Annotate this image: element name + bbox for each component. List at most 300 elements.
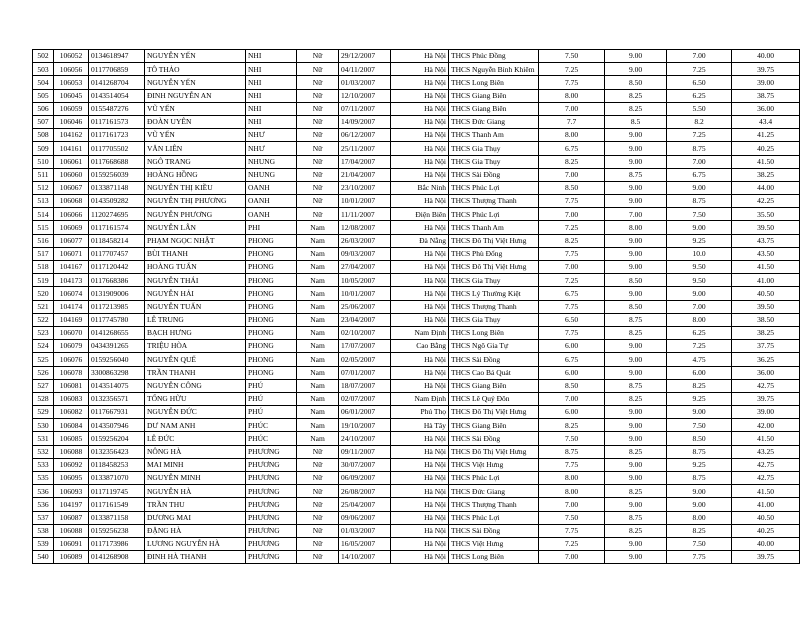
score-3-cell: 7.75 <box>667 551 732 564</box>
exam-number-cell: 106091 <box>54 537 89 550</box>
score-3-cell: 8.75 <box>667 195 732 208</box>
score-1-cell: 7.75 <box>539 326 605 339</box>
school-cell: THCS Phúc Lợi <box>449 472 539 485</box>
exam-number-cell: 106078 <box>54 366 89 379</box>
date-of-birth-cell: 09/06/2007 <box>339 511 391 524</box>
score-1-cell: 7.50 <box>539 432 605 445</box>
student-id-cell: 0117173986 <box>89 537 145 550</box>
exam-number-cell: 104173 <box>54 274 89 287</box>
score-3-cell: 4.75 <box>667 353 732 366</box>
total-score-cell: 36.00 <box>732 102 800 115</box>
gender-cell: Nam <box>297 406 339 419</box>
score-2-cell: 8.25 <box>605 445 667 458</box>
table-row <box>33 287 800 300</box>
gender-cell: Nam <box>297 379 339 392</box>
school-cell: THCS Phúc Lợi <box>449 181 539 194</box>
date-of-birth-cell: 27/04/2007 <box>339 261 391 274</box>
table-row <box>33 379 800 392</box>
exam-number-cell: 106045 <box>54 89 89 102</box>
row-number-cell: 529 <box>33 406 54 419</box>
total-score-cell: 39.50 <box>732 221 800 234</box>
score-3-cell: 7.25 <box>667 63 732 76</box>
birthplace-cell: Hà Nội <box>391 129 449 142</box>
score-3-cell: 9.00 <box>667 221 732 234</box>
row-number-cell: 522 <box>33 313 54 326</box>
score-1-cell: 8.00 <box>539 472 605 485</box>
family-middle-name-cell: NGUYỄN CÔNG <box>145 379 246 392</box>
student-id-cell: 0131909006 <box>89 287 145 300</box>
date-of-birth-cell: 16/05/2007 <box>339 537 391 550</box>
exam-number-cell: 106059 <box>54 102 89 115</box>
gender-cell: Nữ <box>297 537 339 550</box>
table-row <box>33 419 800 432</box>
school-cell: THCS Gia Thụy <box>449 155 539 168</box>
score-3-cell: 7.00 <box>667 155 732 168</box>
student-id-cell: 0132356571 <box>89 392 145 405</box>
exam-number-cell: 106066 <box>54 208 89 221</box>
school-cell: THCS Lý Thường Kiệt <box>449 287 539 300</box>
school-cell: THCS Giang Biên <box>449 89 539 102</box>
school-cell: THCS Thượng Thanh <box>449 498 539 511</box>
total-score-cell: 42.75 <box>732 458 800 471</box>
family-middle-name-cell: NGUYỄN ĐỨC <box>145 406 246 419</box>
birthplace-cell: Hà Nội <box>391 155 449 168</box>
student-id-cell: 0159256204 <box>89 432 145 445</box>
student-id-cell: 0117707457 <box>89 247 145 260</box>
row-number-cell: 502 <box>33 50 54 63</box>
score-1-cell: 7.25 <box>539 274 605 287</box>
total-score-cell: 44.00 <box>732 181 800 194</box>
score-1-cell: 7.00 <box>539 498 605 511</box>
gender-cell: Nam <box>297 247 339 260</box>
given-name-cell: PHƯƠNG <box>246 537 297 550</box>
date-of-birth-cell: 14/10/2007 <box>339 551 391 564</box>
score-2-cell: 9.00 <box>605 181 667 194</box>
table-row <box>33 247 800 260</box>
exam-number-cell: 106082 <box>54 406 89 419</box>
score-3-cell: 8.2 <box>667 115 732 128</box>
exam-number-cell: 106052 <box>54 50 89 63</box>
table-row <box>33 485 800 498</box>
birthplace-cell: Hà Nội <box>391 115 449 128</box>
exam-number-cell: 106061 <box>54 155 89 168</box>
exam-number-cell: 104174 <box>54 300 89 313</box>
school-cell: THCS Phúc Lợi <box>449 511 539 524</box>
birthplace-cell: Hà Nội <box>391 142 449 155</box>
table-row <box>33 472 800 485</box>
score-3-cell: 6.50 <box>667 76 732 89</box>
student-id-cell: 0118458253 <box>89 458 145 471</box>
row-number-cell: 535 <box>33 472 54 485</box>
birthplace-cell: Cao Bằng <box>391 340 449 353</box>
score-2-cell: 9.00 <box>605 261 667 274</box>
birthplace-cell: Hà Nội <box>391 498 449 511</box>
date-of-birth-cell: 25/11/2007 <box>339 142 391 155</box>
total-score-cell: 40.25 <box>732 524 800 537</box>
score-3-cell: 10.0 <box>667 247 732 260</box>
birthplace-cell: Hà Nội <box>391 458 449 471</box>
score-1-cell: 6.00 <box>539 366 605 379</box>
given-name-cell: NHUNG <box>246 168 297 181</box>
gender-cell: Nữ <box>297 208 339 221</box>
gender-cell: Nam <box>297 432 339 445</box>
total-score-cell: 41.00 <box>732 498 800 511</box>
total-score-cell: 35.50 <box>732 208 800 221</box>
date-of-birth-cell: 06/01/2007 <box>339 406 391 419</box>
exam-number-cell: 106074 <box>54 287 89 300</box>
score-2-cell: 8.75 <box>605 379 667 392</box>
score-1-cell: 6.75 <box>539 353 605 366</box>
row-number-cell: 528 <box>33 392 54 405</box>
table-row <box>33 181 800 194</box>
birthplace-cell: Hà Nội <box>391 221 449 234</box>
table-row <box>33 115 800 128</box>
student-id-cell: 0134618947 <box>89 50 145 63</box>
total-score-cell: 41.50 <box>732 485 800 498</box>
score-3-cell: 6.25 <box>667 326 732 339</box>
date-of-birth-cell: 06/09/2007 <box>339 472 391 485</box>
score-2-cell: 9.00 <box>605 366 667 379</box>
family-middle-name-cell: NGUYỄN THỊ KIỀU <box>145 181 246 194</box>
row-number-cell: 516 <box>33 234 54 247</box>
row-number-cell: 527 <box>33 379 54 392</box>
total-score-cell: 41.25 <box>732 129 800 142</box>
family-middle-name-cell: VĂN LIÊN <box>145 142 246 155</box>
student-id-cell: 0434391265 <box>89 340 145 353</box>
school-cell: THCS Thanh Am <box>449 221 539 234</box>
table-row <box>33 353 800 366</box>
family-middle-name-cell: NGUYỄN THỊ PHƯƠNG <box>145 195 246 208</box>
table-row <box>33 142 800 155</box>
date-of-birth-cell: 09/11/2007 <box>339 445 391 458</box>
family-middle-name-cell: TỐNG HỮU <box>145 392 246 405</box>
school-cell: THCS Đô Thị Việt Hưng <box>449 261 539 274</box>
gender-cell: Nam <box>297 419 339 432</box>
family-middle-name-cell: LÊ ĐỨC <box>145 432 246 445</box>
student-id-cell: 0117161574 <box>89 221 145 234</box>
school-cell: THCS Thượng Thanh <box>449 195 539 208</box>
score-3-cell: 7.25 <box>667 340 732 353</box>
score-1-cell: 7.25 <box>539 63 605 76</box>
total-score-cell: 39.00 <box>732 76 800 89</box>
date-of-birth-cell: 26/03/2007 <box>339 234 391 247</box>
student-id-cell: 0118458214 <box>89 234 145 247</box>
family-middle-name-cell: NGUYỄN THÁI <box>145 274 246 287</box>
given-name-cell: PHƯƠNG <box>246 511 297 524</box>
row-number-cell: 505 <box>33 89 54 102</box>
given-name-cell: NHI <box>246 115 297 128</box>
gender-cell: Nữ <box>297 50 339 63</box>
score-2-cell: 9.00 <box>605 63 667 76</box>
exam-number-cell: 106089 <box>54 551 89 564</box>
school-cell: THCS Long Biên <box>449 551 539 564</box>
gender-cell: Nam <box>297 313 339 326</box>
student-id-cell: 0159256040 <box>89 353 145 366</box>
school-cell: THCS Ngô Gia Tự <box>449 340 539 353</box>
score-3-cell: 7.50 <box>667 208 732 221</box>
score-2-cell: 8.50 <box>605 300 667 313</box>
gender-cell: Nữ <box>297 511 339 524</box>
school-cell: THCS Long Biên <box>449 76 539 89</box>
row-number-cell: 530 <box>33 419 54 432</box>
score-3-cell: 9.25 <box>667 458 732 471</box>
exam-number-cell: 106076 <box>54 353 89 366</box>
given-name-cell: NHI <box>246 50 297 63</box>
date-of-birth-cell: 01/03/2007 <box>339 76 391 89</box>
family-middle-name-cell: ĐẶNG HÀ <box>145 524 246 537</box>
table-row <box>33 458 800 471</box>
given-name-cell: NHI <box>246 102 297 115</box>
score-1-cell: 8.00 <box>539 89 605 102</box>
date-of-birth-cell: 07/01/2007 <box>339 366 391 379</box>
school-cell: THCS Phúc Đồng <box>449 50 539 63</box>
date-of-birth-cell: 25/06/2007 <box>339 300 391 313</box>
student-id-cell: 0117706859 <box>89 63 145 76</box>
date-of-birth-cell: 17/04/2007 <box>339 155 391 168</box>
family-middle-name-cell: PHẠM NGỌC NHẬT <box>145 234 246 247</box>
given-name-cell: NHUNG <box>246 155 297 168</box>
given-name-cell: OANH <box>246 181 297 194</box>
exam-number-cell: 106083 <box>54 392 89 405</box>
exam-number-cell: 106095 <box>54 472 89 485</box>
given-name-cell: PHONG <box>246 326 297 339</box>
given-name-cell: NHI <box>246 76 297 89</box>
total-score-cell: 40.00 <box>732 537 800 550</box>
birthplace-cell: Hà Nội <box>391 274 449 287</box>
birthplace-cell: Hà Nội <box>391 379 449 392</box>
family-middle-name-cell: NGUYỄN HẢI <box>145 287 246 300</box>
score-3-cell: 9.00 <box>667 485 732 498</box>
table-row <box>33 221 800 234</box>
student-id-cell: 0117119745 <box>89 485 145 498</box>
score-1-cell: 8.00 <box>539 129 605 142</box>
birthplace-cell: Nam Định <box>391 392 449 405</box>
row-number-cell: 508 <box>33 129 54 142</box>
score-2-cell: 9.00 <box>605 472 667 485</box>
family-middle-name-cell: ĐINH NGUYỄN AN <box>145 89 246 102</box>
score-2-cell: 9.00 <box>605 419 667 432</box>
school-cell: THCS Phù Đổng <box>449 247 539 260</box>
family-middle-name-cell: TÔ THẢO <box>145 63 246 76</box>
school-cell: THCS Long Biên <box>449 326 539 339</box>
table-row <box>33 274 800 287</box>
score-1-cell: 8.00 <box>539 485 605 498</box>
score-2-cell: 9.00 <box>605 432 667 445</box>
exam-number-cell: 106092 <box>54 458 89 471</box>
gender-cell: Nữ <box>297 458 339 471</box>
exam-number-cell: 106088 <box>54 445 89 458</box>
total-score-cell: 42.00 <box>732 419 800 432</box>
gender-cell: Nam <box>297 221 339 234</box>
score-2-cell: 8.75 <box>605 511 667 524</box>
birthplace-cell: Nam Định <box>391 326 449 339</box>
score-3-cell: 9.50 <box>667 274 732 287</box>
total-score-cell: 42.75 <box>732 379 800 392</box>
gender-cell: Nam <box>297 300 339 313</box>
school-cell: THCS Phúc Lợi <box>449 208 539 221</box>
total-score-cell: 43.4 <box>732 115 800 128</box>
score-2-cell: 9.00 <box>605 155 667 168</box>
family-middle-name-cell: NGUYỄN YẾN <box>145 76 246 89</box>
given-name-cell: PHƯƠNG <box>246 551 297 564</box>
given-name-cell: PHONG <box>246 287 297 300</box>
given-name-cell: OANH <box>246 195 297 208</box>
row-number-cell: 518 <box>33 261 54 274</box>
score-1-cell: 7.25 <box>539 221 605 234</box>
table-row <box>33 498 800 511</box>
table-row <box>33 326 800 339</box>
score-3-cell: 6.25 <box>667 89 732 102</box>
score-3-cell: 9.25 <box>667 234 732 247</box>
family-middle-name-cell: DƯ NAM ANH <box>145 419 246 432</box>
date-of-birth-cell: 24/10/2007 <box>339 432 391 445</box>
gender-cell: Nữ <box>297 63 339 76</box>
given-name-cell: PHÚ <box>246 392 297 405</box>
row-number-cell: 525 <box>33 353 54 366</box>
gender-cell: Nam <box>297 326 339 339</box>
total-score-cell: 41.50 <box>732 261 800 274</box>
row-number-cell: 536 <box>33 498 54 511</box>
school-cell: THCS Việt Hưng <box>449 537 539 550</box>
given-name-cell: PHONG <box>246 313 297 326</box>
score-2-cell: 8.25 <box>605 524 667 537</box>
table-row <box>33 102 800 115</box>
score-2-cell: 8.5 <box>605 115 667 128</box>
family-middle-name-cell: BÙI THANH <box>145 247 246 260</box>
exam-number-cell: 106068 <box>54 195 89 208</box>
exam-number-cell: 104162 <box>54 129 89 142</box>
row-number-cell: 512 <box>33 181 54 194</box>
student-id-cell: 0117668386 <box>89 274 145 287</box>
family-middle-name-cell: HOÀNG HỒNG <box>145 168 246 181</box>
total-score-cell: 42.75 <box>732 472 800 485</box>
gender-cell: Nam <box>297 353 339 366</box>
school-cell: THCS Giang Biên <box>449 102 539 115</box>
birthplace-cell: Hà Nội <box>391 366 449 379</box>
row-number-cell: 511 <box>33 168 54 181</box>
table-row <box>33 537 800 550</box>
score-3-cell: 8.25 <box>667 379 732 392</box>
score-2-cell: 9.00 <box>605 234 667 247</box>
total-score-cell: 39.75 <box>732 63 800 76</box>
exam-number-cell: 106060 <box>54 168 89 181</box>
student-id-cell: 0141268655 <box>89 326 145 339</box>
table-row <box>33 313 800 326</box>
student-id-cell: 0159256039 <box>89 168 145 181</box>
score-1-cell: 6.50 <box>539 313 605 326</box>
exam-number-cell: 106087 <box>54 511 89 524</box>
gender-cell: Nam <box>297 234 339 247</box>
student-id-cell: 1120274695 <box>89 208 145 221</box>
gender-cell: Nữ <box>297 472 339 485</box>
given-name-cell: PHƯƠNG <box>246 458 297 471</box>
total-score-cell: 36.25 <box>732 353 800 366</box>
score-1-cell: 7.00 <box>539 168 605 181</box>
given-name-cell: NHI <box>246 89 297 102</box>
given-name-cell: PHÚ <box>246 406 297 419</box>
family-middle-name-cell: LÊ TRUNG <box>145 313 246 326</box>
gender-cell: Nữ <box>297 89 339 102</box>
row-number-cell: 510 <box>33 155 54 168</box>
score-3-cell: 8.25 <box>667 524 732 537</box>
family-middle-name-cell: NGÔ TRANG <box>145 155 246 168</box>
exam-number-cell: 106077 <box>54 234 89 247</box>
results-table-body <box>33 50 800 564</box>
row-number-cell: 506 <box>33 102 54 115</box>
student-id-cell: 0143507946 <box>89 419 145 432</box>
total-score-cell: 43.25 <box>732 445 800 458</box>
given-name-cell: PHƯƠNG <box>246 498 297 511</box>
score-3-cell: 7.50 <box>667 537 732 550</box>
date-of-birth-cell: 18/07/2007 <box>339 379 391 392</box>
score-3-cell: 8.75 <box>667 142 732 155</box>
student-id-cell: 0133871158 <box>89 511 145 524</box>
date-of-birth-cell: 10/05/2007 <box>339 274 391 287</box>
school-cell: THCS Sài Đồng <box>449 524 539 537</box>
score-1-cell: 7.50 <box>539 511 605 524</box>
table-row <box>33 63 800 76</box>
score-2-cell: 8.25 <box>605 392 667 405</box>
table-row <box>33 511 800 524</box>
score-3-cell: 8.75 <box>667 472 732 485</box>
date-of-birth-cell: 30/07/2007 <box>339 458 391 471</box>
birthplace-cell: Hà Nội <box>391 76 449 89</box>
student-id-cell: 0117161723 <box>89 129 145 142</box>
birthplace-cell: Hà Nội <box>391 300 449 313</box>
score-2-cell: 8.25 <box>605 89 667 102</box>
student-id-cell: 0117161573 <box>89 115 145 128</box>
school-cell: THCS Việt Hưng <box>449 458 539 471</box>
row-number-cell: 503 <box>33 63 54 76</box>
exam-number-cell: 106070 <box>54 326 89 339</box>
score-1-cell: 7.00 <box>539 392 605 405</box>
row-number-cell: 515 <box>33 221 54 234</box>
row-number-cell: 532 <box>33 445 54 458</box>
total-score-cell: 38.25 <box>732 326 800 339</box>
exam-number-cell: 106069 <box>54 221 89 234</box>
birthplace-cell: Hà Nội <box>391 524 449 537</box>
exam-number-cell: 106093 <box>54 485 89 498</box>
exam-number-cell: 104167 <box>54 261 89 274</box>
given-name-cell: PHONG <box>246 300 297 313</box>
student-id-cell: 0141268908 <box>89 551 145 564</box>
date-of-birth-cell: 06/12/2007 <box>339 129 391 142</box>
score-1-cell: 7.00 <box>539 208 605 221</box>
exam-number-cell: 106056 <box>54 63 89 76</box>
student-id-cell: 0117668688 <box>89 155 145 168</box>
date-of-birth-cell: 12/08/2007 <box>339 221 391 234</box>
score-1-cell: 7.75 <box>539 195 605 208</box>
student-id-cell: 0132356423 <box>89 445 145 458</box>
exam-number-cell: 104197 <box>54 498 89 511</box>
score-2-cell: 9.00 <box>605 195 667 208</box>
date-of-birth-cell: 21/04/2007 <box>339 168 391 181</box>
family-middle-name-cell: ĐINH HÀ THANH <box>145 551 246 564</box>
score-1-cell: 8.25 <box>539 155 605 168</box>
student-id-cell: 0117161549 <box>89 498 145 511</box>
school-cell: THCS Cao Bá Quát <box>449 366 539 379</box>
score-1-cell: 6.75 <box>539 142 605 155</box>
birthplace-cell: Hà Tây <box>391 419 449 432</box>
gender-cell: Nữ <box>297 168 339 181</box>
row-number-cell: 521 <box>33 300 54 313</box>
family-middle-name-cell: NGUYỄN QUẾ <box>145 353 246 366</box>
family-middle-name-cell: DƯƠNG MAI <box>145 511 246 524</box>
score-2-cell: 9.00 <box>605 50 667 63</box>
row-number-cell: 519 <box>33 274 54 287</box>
given-name-cell: PHÚ <box>246 379 297 392</box>
total-score-cell: 39.75 <box>732 392 800 405</box>
